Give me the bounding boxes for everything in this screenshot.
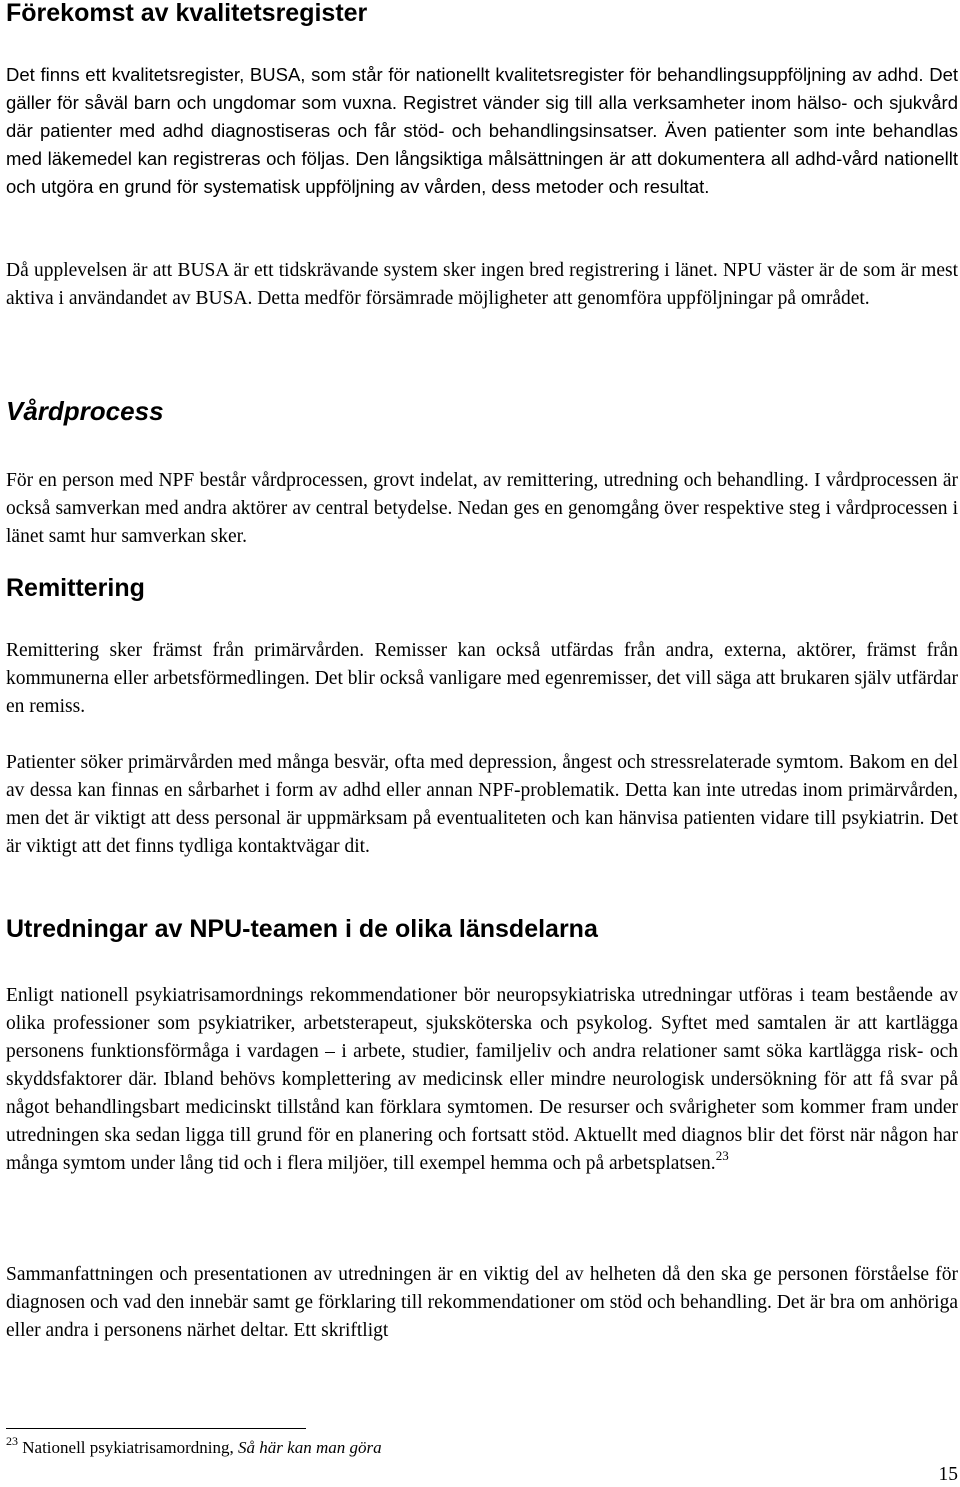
- paragraph-busa-usage: Då upplevelsen är att BUSA är ett tidskrävande system sker ingen bred registrering i länet. NPU väster är de som är mest aktiva i användandet av BUSA. Detta medför försämrade möjligheter att genomföra uppföljningar på området.: [6, 260, 958, 309]
- footnote-reference[interactable]: 23: [715, 1148, 729, 1163]
- paragraph-utredningar: [6, 982, 958, 1178]
- heading-forekomst-kvalitetsregister: Förekomst av kvalitetsregister: [6, 0, 368, 27]
- footnote-number: 23: [6, 1434, 18, 1448]
- paragraph-vardprocess: För en person med NPF består vårdprocessen, grovt indelat, av remittering, utredning och behandling. I vårdprocessen är också samverkan med andra aktörer av central betydelse. Nedan ges en genomgång över respektive steg i vårdprocessen i länet samt hur samverkan sker.: [6, 470, 958, 547]
- paragraph-sammanfattning: Sammanfattningen och presentationen av utredningen är en viktig del av helheten då den ska ge personen förståelse för diagnosen och vad den innebär samt ge förklaring till rekommendationer om stöd och behandling. Det är bra om anhöriga eller andra i personens närhet deltar. Ett skriftligt: [6, 1264, 958, 1341]
- heading-vardprocess: Vårdprocess: [6, 396, 164, 426]
- paragraph-remittering: Remittering sker främst från primärvården. Remisser kan också utfärdas från andra, externa, aktörer, främst från kommunerna eller arbetsförmedlingen. Det blir också vanligare med egenremisser, det vill säga att brukaren själv utfärdar en remiss.: [6, 640, 958, 717]
- footnote: [6, 1436, 382, 1460]
- paragraph-primarvarden: Patienter söker primärvården med många besvär, ofta med depression, ångest och stressrelaterade symtom. Bakom en del av dessa kan finnas en sårbarhet i form av adhd eller annan NPF-problematik. Detta kan inte utredas inom primärvården, men det är viktigt att dess personal är uppmärksam på eventualiteten och kan hänvisa patienten vidare till psykiatrin. Det är viktigt att det finns tydliga kontaktvägar dit.: [6, 752, 958, 857]
- heading-utredningar-npu: Utredningar av NPU-teamen i de olika länsdelarna: [6, 915, 598, 943]
- page-number: 15: [938, 1464, 958, 1485]
- heading-remittering: Remittering: [6, 574, 145, 602]
- footnote-title: Så här kan man göra: [238, 1438, 382, 1457]
- paragraph-busa-text: Det finns ett kvalitetsregister, BUSA, som står för nationellt kvalitetsregister för behandlingsuppföljning av adhd. Det gäller för såväl barn och ungdomar som vuxna. Registret vänder sig till alla verksamheter inom hälso- och sjukvård där patienter med adhd diagnostiseras och får stöd- och behandlingsinsatser. Även patienter som inte behandlas med läkemedel kan registreras och följas. Den långsiktiga målsättningen är att dokumentera all adhd-vård nationellt och utgöra en grund för systematisk uppföljning av vården, dess metoder och resultat.: [6, 64, 958, 197]
- paragraph-utredningar-text: Enligt nationell psykiatrisamordnings rekommendationer bör neuropsykiatriska utredningar utföras i team bestående av olika professioner som psykiatriker, arbetsterapeut, sjuksköterska och psykolog. Syftet med samtalen är att kartlägga personens funktionsförmåga i vardagen – i arbete, studier, familjeliv och andra relationer samt söka kartlägga risk- och skyddsfaktorer där. Ibland behövs komplettering av medicinsk eller mindre neurologisk undersökning för att få svar på något behandlingsbart medicinskt tillstånd kan förklara symtomen. De resurser och svårigheter som kommer fram under utredningen ska sedan ligga till grund för en planering och fortsatt stöd. Aktuellt med diagnos blir det först när någon har många symtom under lång tid och i flera miljöer, till exempel hemma och på arbetsplatsen.: [6, 985, 958, 1174]
- footnote-text: Nationell psykiatrisamordning,: [22, 1438, 234, 1457]
- paragraph-busa-register: [6, 61, 958, 201]
- footnote-divider: [6, 1428, 306, 1429]
